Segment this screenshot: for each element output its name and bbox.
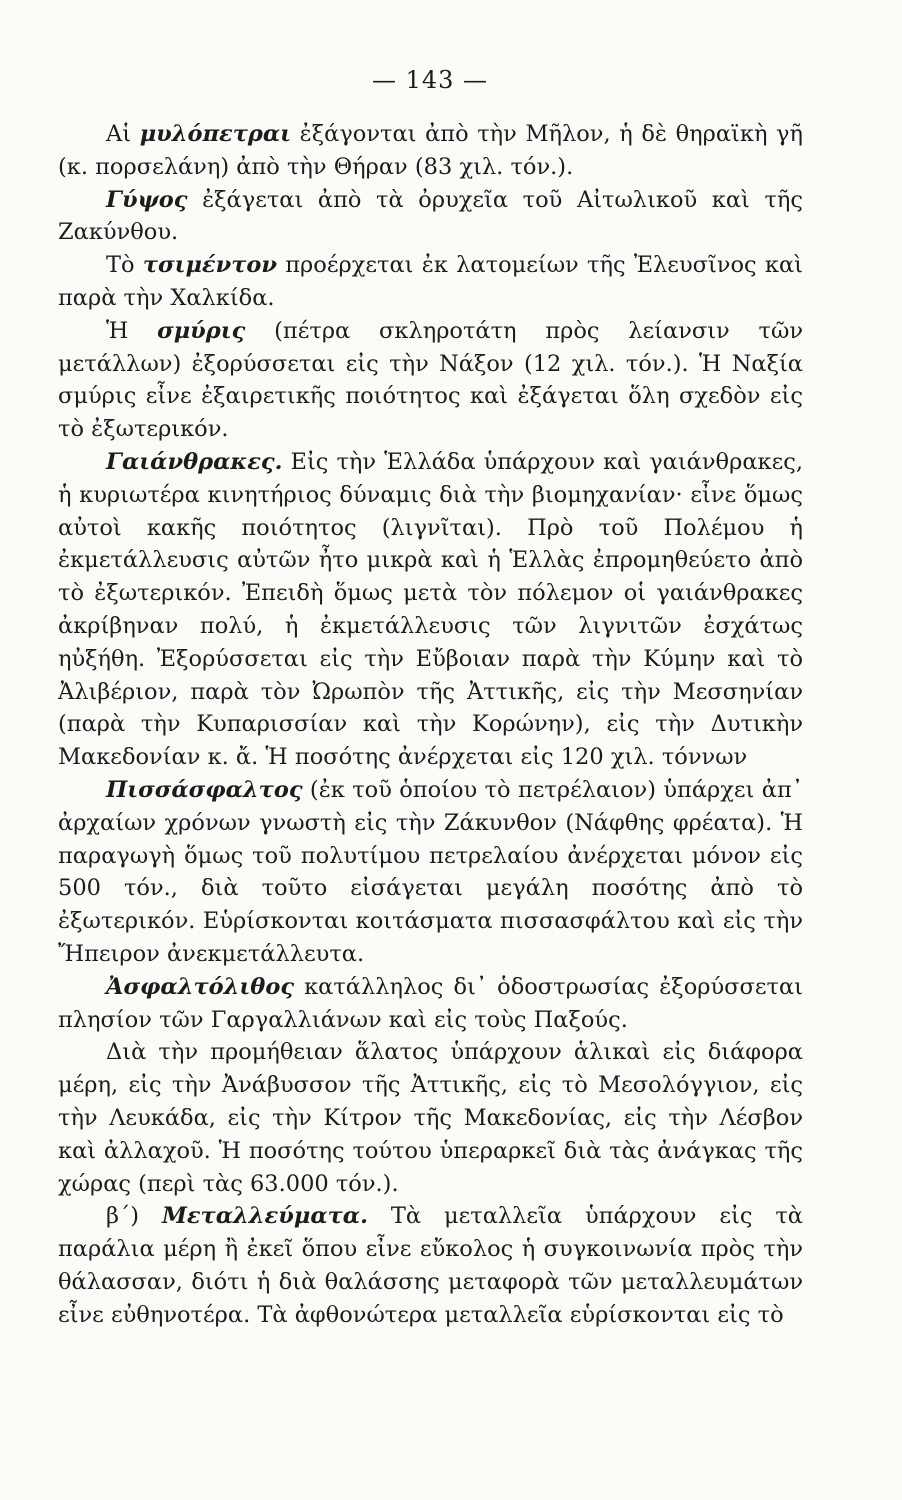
paragraph-text: Διὰ τὴν προμήθειαν ἅλατος ὑπάρχουν ἁλικαὶ εἰς διάφορα μέρη, εἰς τὴν Ἀνάβυσσον τῆς Ἀττικῆς, εἰς τὸ Μεσολόγγιον, εἰς τὴν Λευκάδα, εἰς τὴν Κίτρον τῆς Μακεδονίας, εἰς τὴν Λέσβον καὶ ἀλλαχοῦ. Ἡ ποσότης τούτου ὑπεραρκεῖ διὰ τὰς ἀνάγκας τῆς χώρας (περὶ τὰς 63.000 τόν.). [58,1039,803,1197]
paragraph [58,315,803,446]
paragraph-term: Ἀσφαλτόλιθος [106,973,295,1000]
paragraph-text: Ἡ [106,317,158,344]
paragraph-term: Μεταλλεύματα. [161,1203,368,1230]
paragraph-text: προέρχεται ἐκ λατομείων τῆς Ἐλευσῖνος καὶ παρὰ τὴν Χαλκίδα. [58,252,803,311]
paragraph [58,1200,803,1331]
paragraph-text: β´) [106,1203,162,1230]
paragraph-text: (πέτρα σκληροτάτη πρὸς λείανσιν τῶν μετάλλων) ἐξορύσσεται εἰς τὴν Νάξον (12 χιλ. τόν.). Ἡ Ναξία σμύρις εἶνε ἐξαιρετικῆς ποιότητος καὶ ἐξάγεται ὅλη σχεδὸν εἰς τὸ ἐξωτερικόν. [58,317,803,443]
paragraph-text: ἐξάγονται ἀπὸ τὴν Μῆλον, ἡ δὲ θηραϊκὴ γῆ (κ. πορσελάνη) ἀπὸ τὴν Θήραν (83 χιλ. τόν.). [58,121,803,180]
paragraph [58,118,803,184]
paragraph-text: Εἰς τὴν Ἑλλάδα ὑπάρχουν καὶ γαιάνθρακες, ἡ κυριωτέρα κινητήριος δύναμις διὰ τὴν βιομηχανίαν· εἶνε ὅμως αὐτοὶ κακῆς ποιότητος (λιγνῖται). Πρὸ τοῦ Πολέμου ἡ ἐκμετάλλευσις αὐτῶν ἦτο μικρὰ καὶ ἡ Ἑλλὰς ἐπρομηθεύετο ἀπὸ τὸ ἐξωτερικόν. Ἐπειδὴ ὅμως μετὰ τὸν πόλεμον οἱ γαιάνθρακες ἀκρίβηναν πολύ, ἡ ἐκμετάλλευσις τῶν λιγνιτῶν ἐσχάτως ηὐξήθη. Ἐξορύσσεται εἰς τὴν Εὔβοιαν παρὰ τὴν Κύμην καὶ τὸ Ἀλιβέριον, παρὰ τὸν Ὠρωπὸν τῆς Ἀττικῆς, εἰς τὴν Μεσσηνίαν (παρὰ τὴν Κυπαρισσίαν καὶ τὴν Κορώνην), εἰς τὴν Δυτικὴν Μακεδονίαν κ. ἄ. Ἡ ποσότης ἀνέρχεται εἰς 120 χιλ. τόννων [58,448,803,771]
body-text [58,118,803,1331]
paragraph-text: Τὰ μεταλλεῖα ὑπάρχουν εἰς τὰ παράλια μέρη ἢ ἐκεῖ ὅπου εἶνε εὔκολος ἡ συγκοινωνία πρὸς τὴν θάλασσαν, διότι ἡ διὰ θαλάσσης μεταφορὰ τῶν μεταλλευμάτων εἶνε εὐθηνοτέρα. Τὰ ἀφθονώτερα μεταλλεῖα εὑρίσκονται εἰς τὸ [58,1203,803,1328]
paragraph-term: σμύρις [157,317,246,344]
paragraph-text: κατάλληλος δι᾽ ὁδοστρωσίας ἐξορύσσεται πλησίον τῶν Γαργαλλιάνων καὶ εἰς τοὺς Παξούς. [58,973,803,1033]
paragraph-text: Τὸ [106,252,143,279]
paragraph [58,971,803,1037]
paragraph-term: τσιμέντον [142,252,277,279]
paragraph-term: μυλόπετραι [139,121,292,147]
paragraph [58,184,803,250]
paragraph [58,1036,803,1200]
paragraph-term: Γαιάνθρακες. [106,448,283,475]
paragraph-text: (ἐκ τοῦ ὁποίου τὸ πετρέλαιον) ὑπάρχει ἀπ᾽ ἀρχαίων χρόνων γνωστὴ εἰς τὴν Ζάκυνθον (Νάφθης φρέατα). Ἡ παραγωγὴ ὅμως τοῦ πολυτίμου πετρελαίου ἀνέρχεται μόνον εἰς 500 τόν., διὰ τοῦτο εἰσάγεται μεγάλη ποσότης ἀπὸ τὸ ἐξωτερικόν. Εὑρίσκονται κοιτάσματα πισσασφάλτου καὶ εἰς τὴν Ἤπειρον ἀνεκμετάλλευτα. [58,776,803,967]
paragraph-text: Αἱ [106,121,140,147]
paragraph [58,446,803,774]
paragraph-text: ἐξάγεται ἀπὸ τὰ ὀρυχεῖα τοῦ Αἰτωλικοῦ καὶ τῆς Ζακύνθου. [58,186,803,246]
paragraph [58,249,803,315]
paragraph [58,774,803,971]
page-number: — 143 — [371,66,489,94]
paragraph-term: Γύψος [106,186,188,213]
paragraph-term: Πισσάσφαλτος [106,776,303,803]
